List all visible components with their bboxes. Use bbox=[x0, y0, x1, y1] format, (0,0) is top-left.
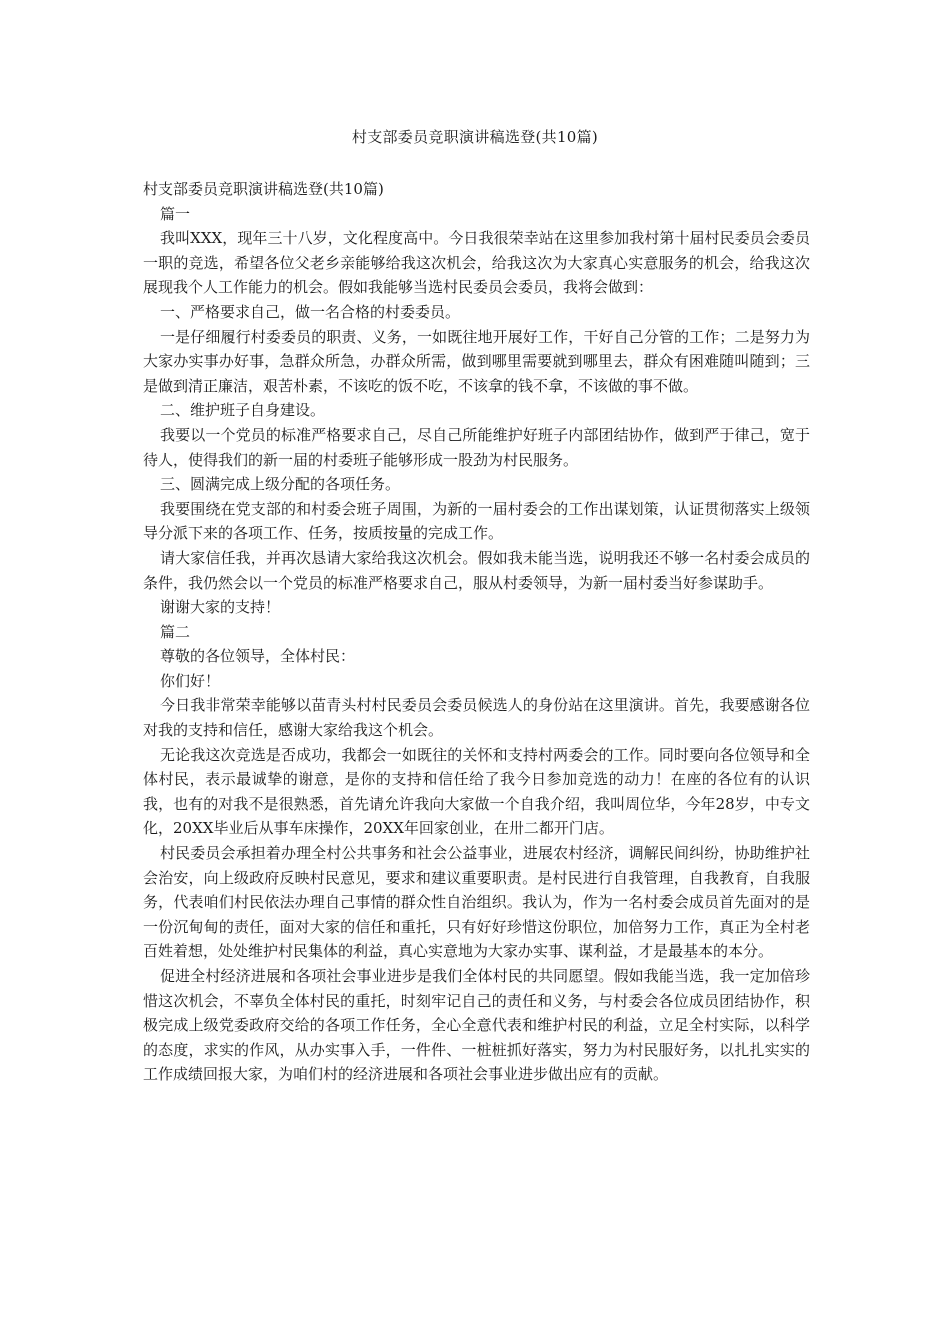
page-title: 村支部委员竞职演讲稿选登(共10篇) bbox=[351, 128, 599, 146]
paragraph: 尊敬的各位领导，全体村民： bbox=[160, 647, 356, 666]
paragraph: 我要以一个党员的标准严格要求自己，尽自己所能维护好班子内部团结协作，做到严于律己，宽于待人，使得我们的新一届的村委班子能够形成一股劲为村民服务。 bbox=[143, 425, 810, 469]
paragraph: 无论我这次竞选是否成功，我都会一如既往的关怀和支持村两委会的工作。同时要向各位领导和全体村民，表示最诚挚的谢意，是你的支持和信任给了我今日参加竞选的动力！在座的各位有的认识我，也有的对我不是很熟悉，首先请允许我向大家做一个自我介绍，我叫周位华，今年28岁，中专文化，20XX毕业后从事车床操作，20XX年回家创业，在卅二都开门店。 bbox=[143, 745, 810, 838]
paragraph: 你们好！ bbox=[160, 671, 221, 690]
paragraph: 我叫XXX，现年三十八岁，文化程度高中。今日我很荣幸站在这里参加我村第十届村民委员会委员一职的竞选，希望各位父老乡亲能够给我这次机会，给我这次为大家真心实意服务的机会，给我这次展现我个人工作能力的机会。假如我能够当选村民委员会委员，我将会做到： bbox=[143, 229, 810, 297]
section-label-1: 篇一 bbox=[160, 204, 191, 223]
body-heading: 村支部委员竞职演讲稿选登(共10篇) bbox=[143, 180, 384, 198]
paragraph: 谢谢大家的支持！ bbox=[160, 598, 281, 617]
paragraph: 一、严格要求自己，做一名合格的村委委员。 bbox=[160, 302, 461, 321]
section-label-2: 篇二 bbox=[160, 622, 191, 641]
paragraph: 今日我非常荣幸能够以苗青头村村民委员会委员候选人的身份站在这里演讲。首先，我要感谢各位对我的支持和信任，感谢大家给我这个机会。 bbox=[143, 696, 810, 740]
paragraph: 促进全村经济进展和各项社会事业进步是我们全体村民的共同愿望。假如我能当选，我一定加倍珍惜这次机会，不辜负全体村民的重托，时刻牢记自己的责任和义务，与村委会各位成员团结协作，积极完成上级党委政府交给的各项工作任务，全心全意代表和维护村民的利益，立足全村实际，以科学的态度，求实的作风，从办实事入手，一件件、一桩桩抓好落实，努力为村民服好务，以扎扎实实的工作成绩回报大家，为咱们村的经济进展和各项社会事业进步做出应有的贡献。 bbox=[143, 967, 810, 1084]
document-body bbox=[143, 177, 810, 1087]
paragraph: 我要围绕在党支部的和村委会班子周围，为新的一届村委会的工作出谋划策，认证贯彻落实上级领导分派下来的各项工作、任务，按质按量的完成工作。 bbox=[143, 499, 810, 543]
paragraph: 村民委员会承担着办理全村公共事务和社会公益事业，进展农村经济，调解民间纠纷，协助维护社会治安，向上级政府反映村民意见，要求和建议重要职责。是村民进行自我管理，自我教育，自我服务，代表咱们村民依法办理自己事情的群众性自治组织。我认为，作为一名村委会成员首先面对的是一份沉甸甸的责任，面对大家的信任和重托，只有好好珍惜这份职位，加倍努力工作，真正为全村老百姓着想，处处维护村民集体的利益，真心实意地为大家办实事、谋利益，才是最基本的本分。 bbox=[143, 844, 810, 961]
paragraph: 请大家信任我，并再次恳请大家给我这次机会。假如我未能当选，说明我还不够一名村委会成员的条件，我仍然会以一个党员的标准严格要求自己，服从村委领导，为新一届村委当好参谋助手。 bbox=[143, 548, 810, 592]
paragraph: 一是仔细履行村委委员的职责、义务，一如既往地开展好工作，干好自己分管的工作；二是努力为大家办实事办好事，急群众所急，办群众所需，做到哪里需要就到哪里去，群众有困难随叫随到；三是做到清正廉洁，艰苦朴素，不该吃的饭不吃，不该拿的钱不拿，不该做的事不做。 bbox=[143, 327, 810, 395]
paragraph: 三、圆满完成上级分配的各项任务。 bbox=[160, 475, 401, 494]
paragraph: 二、维护班子自身建设。 bbox=[160, 401, 326, 420]
